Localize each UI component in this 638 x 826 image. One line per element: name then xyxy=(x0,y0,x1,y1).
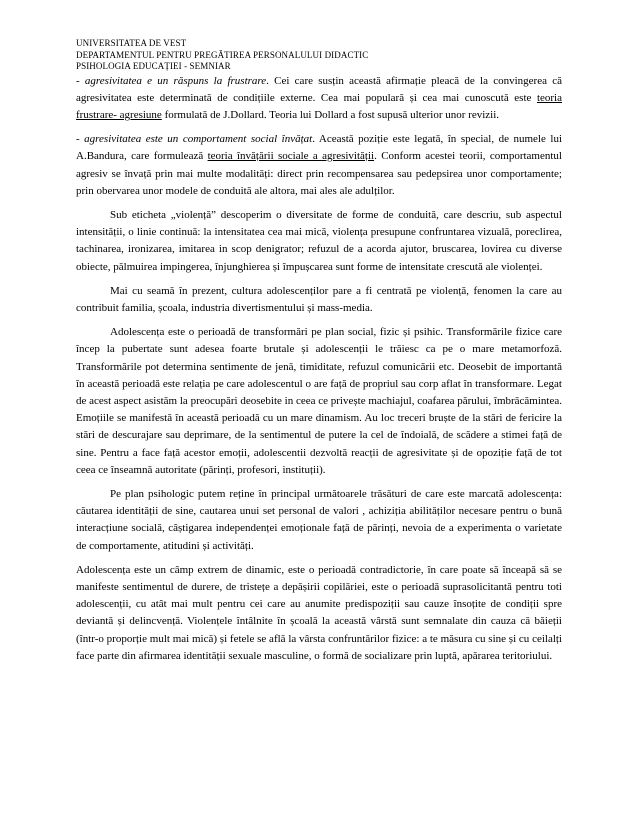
paragraph-text: . Cei care susțin această afirmație pleacă de la convingerea că agresivitatea este determinată de condițiile externe. Cea mai populară și cea mai cunoscută este xyxy=(76,74,562,104)
paragraph-frustration-theory xyxy=(76,73,562,125)
paragraph-text: formulată de J.Dollard. Teoria lui Dollard a fost supusă ulterior unor revizii. xyxy=(161,108,500,121)
paragraph-adolescence-dynamics: Adolescența este un câmp extrem de dinamic, este o perioadă contradictorie, în care poate să înceapă să se manifeste sentimentul de durere, de tristețe a depășirii copilăriei, este o perioadă suprasolicitantă pentru toti adolescenții, cu atât mai mult pentru cei care au anumite predispoziții sau cauze însoțite de condiții spre deviantă și delincvență. Violențele întâlnite în școală la această vârstă sunt semnalate din cauza că băieții (într-o proporție mult mai mică) și fetele se află la vârsta confruntărilor fizice: a te măsura cu sine și cu ceilalți face parte din afirmarea identității sexuale masculine, o formă de socializare prin luptă, apărarea teritoriului. xyxy=(76,563,562,662)
document-page xyxy=(76,38,562,672)
paragraph-text: . Conform acestei teorii, comportamentul agresiv se învață prin mai multe modalități: direct prin recompensarea sau pedepsirea unor comportamente; prin obervarea unor modele de conduită ale altora, mai ales ale adulților. xyxy=(76,150,562,197)
link-frustration-aggression-theory[interactable]: teoria frustrare- agresiune xyxy=(76,91,562,121)
paragraph-adolescence-transformations: Adolescența este o perioadă de transformări pe plan social, fizic și psihic. Transformările fizice care încep la pubertate sunt adesea foarte brutale și adolescenții le trăiesc ca pe o mare metamorfoză. Transformările pot determina sentimente de jenă, timiditate, refuzul comunicării etc. Deosebit de importantă în această perioadă este relația pe care adolescentul o are față de propriul sau corp aflat în transformare. Legat de acest aspect asistăm la preocupări deosebite in ceea ce privește machiajul, coafarea părului, îmbrăcămintea. Emoțiile se manifestă în această perioadă cu un mare dinamism. Au loc treceri bruște de la stări de fericire la stări de descurajare sau deprimare, de la sentimentul de putere la cel de îndoială, de scădere a stimei față de sine. Pentru a face față acestor emoții, adolescentii dezvoltă reacții de agresivitate și de opoziție față de tot ceea ce înseamnă autoritate (părinți, profesori, instituții). xyxy=(76,326,562,476)
paragraph-text: . Această poziție este legată, în special, de numele lui A.Bandura, care formulează xyxy=(76,133,562,163)
header-university: UNIVERSITATEA DE VEST xyxy=(76,38,187,48)
paragraph-violence-forms: Sub eticheta „violență” descoperim o diversitate de forme de conduită, care descriu, sub aspectul intensității, o linie continuă: la intensitatea cea mai mică, violența presupune confruntarea vizuală, poreclirea, tachinarea, ironizarea, imitarea in scop denigrator; refuzul de a acorda ajutor, bruscarea, lovirea cu diverse obiecte, pălmuirea impingerea, înjunghierea și împușcarea sunt forme de intensitate crescută ale violenței. xyxy=(76,208,562,273)
link-social-learning-theory[interactable]: teoria învățării sociale a agresivității xyxy=(207,150,375,163)
header-department: DEPARTAMENTUL PENTRU PREGĂTIREA PERSONALULUI DIDACTIC xyxy=(76,49,369,60)
paragraph-social-learning-theory xyxy=(76,131,562,200)
paragraph-psychological-traits: Pe plan psihologic putem reține în principal următoarele trăsături de care este marcată adolescența: căutarea identității de sine, cautarea unui set personal de valori , achiziția abilităților necesare pentru o bună interacțiune socială, câștigarea independenței emoționale față de părinți, nevoia de a experimenta o varietate de comportamente, atitudini și activități. xyxy=(76,487,562,552)
theory-lead-social-learning: - agresivitatea este un comportament social învățat xyxy=(76,133,313,146)
document-header xyxy=(76,38,562,73)
paragraph-adolescent-culture: Mai cu seamă în prezent, cultura adolescenților pare a fi centrată pe violență, fenomen la care au contribuit familia, școala, industria divertismentului și mass-media. xyxy=(76,284,562,314)
header-course: PSIHOLOGIA EDUCAȚIEI - SEMNIAR xyxy=(76,61,231,71)
theory-lead-frustration: - agresivitatea e un răspuns la frustrare xyxy=(76,74,267,87)
